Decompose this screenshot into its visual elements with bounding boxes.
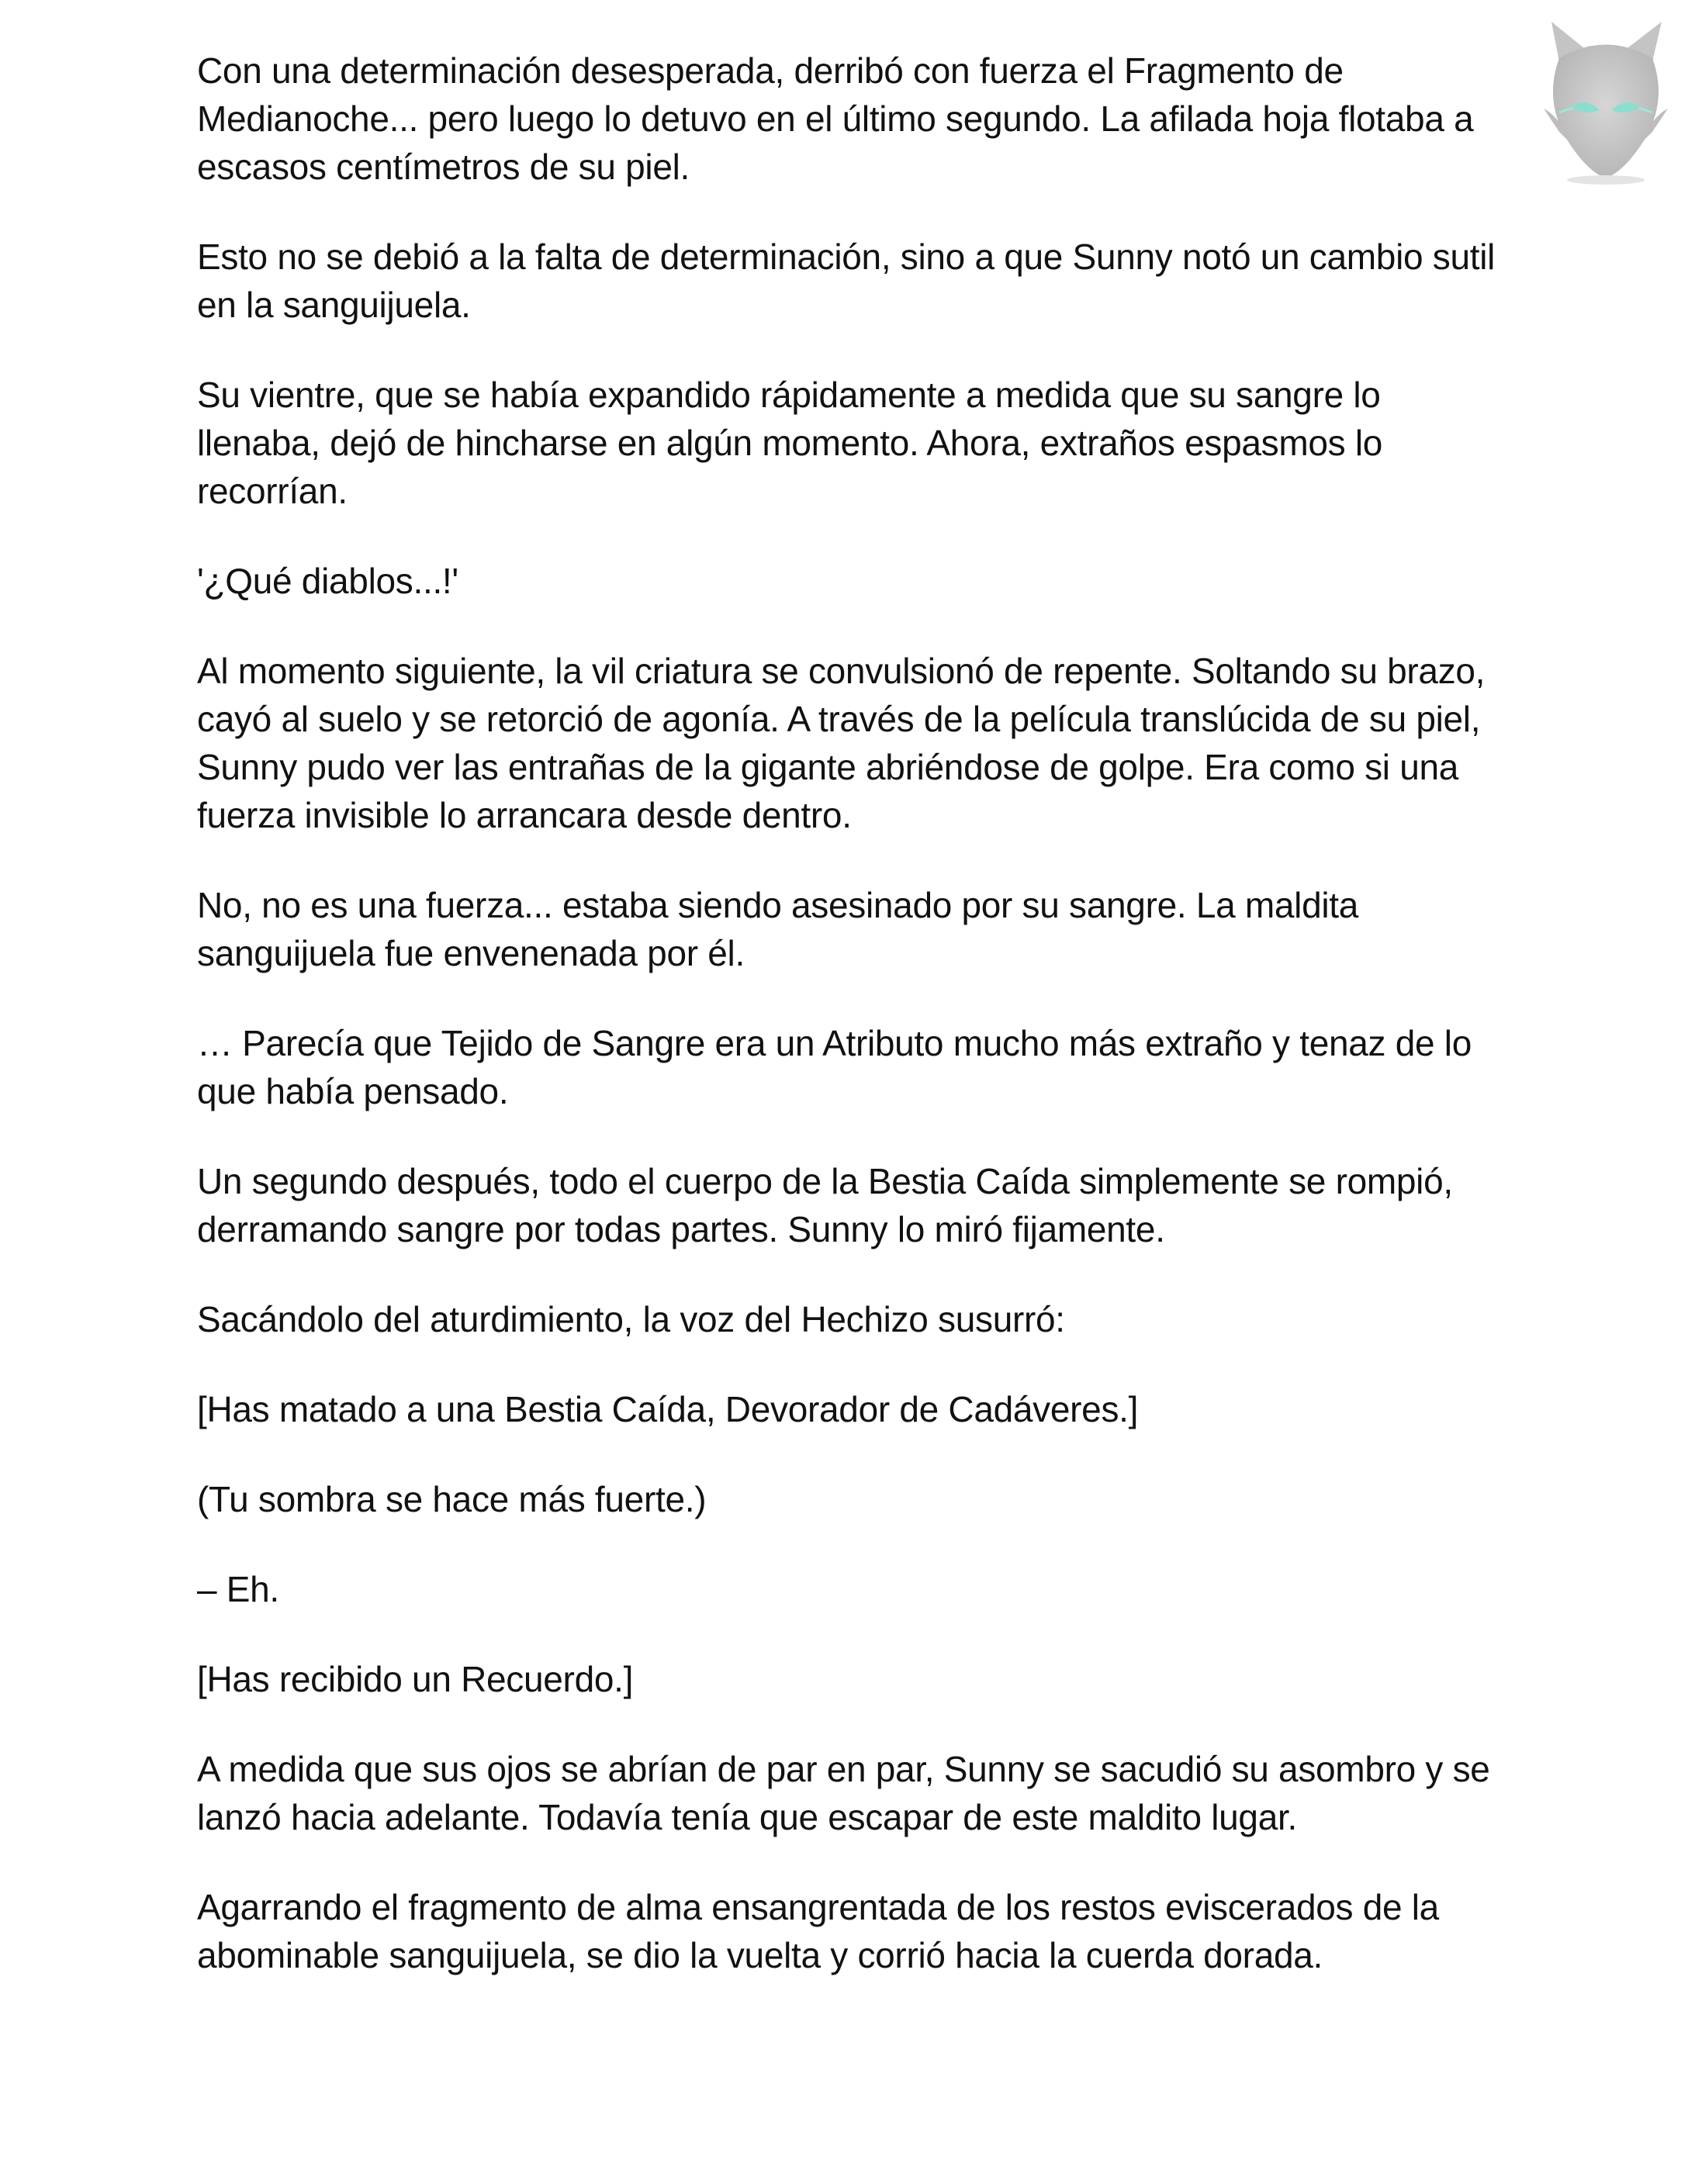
paragraph-3: Su vientre, que se había expandido rápidamente a medida que su sangre lo llenaba, dejó de hincharse en algún momento. Ahora, extraños espasmos lo recorrían. — [197, 375, 1383, 511]
paragraph-15: Agarrando el fragmento de alma ensangrentada de los restos eviscerados de la abominable sanguijuela, se dio la vuelta y corrió hacia la cuerda dorada. — [197, 1887, 1439, 1975]
paragraph-4: '¿Qué diablos...!' — [197, 561, 458, 601]
paragraph-9: Sacándolo del aturdimiento, la voz del Hechizo susurró: — [197, 1299, 1065, 1339]
paragraph-6: No, no es una fuerza... estaba siendo asesinado por su sangre. La maldita sanguijuela fue envenenada por él. — [197, 885, 1359, 973]
paragraph-2: Esto no se debió a la falta de determinación, sino a que Sunny notó un cambio sutil en la sanguijuela. — [197, 237, 1496, 325]
paragraph-8: Un segundo después, todo el cuerpo de la Bestia Caída simplemente se rompió, derramando sangre por todas partes. Sunny lo miró fijamente. — [197, 1161, 1453, 1249]
paragraph-12: – Eh. — [197, 1569, 279, 1609]
paragraph-10: [Has matado a una Bestia Caída, Devorador de Cadáveres.] — [197, 1389, 1139, 1429]
paragraph-1: Con una determinación desesperada, derribó con fuerza el Fragmento de Medianoche... pero luego lo detuvo en el último segundo. La afilada hoja flotaba a escasos centímetros de su piel. — [197, 50, 1474, 187]
document-body — [197, 47, 1500, 2021]
paragraph-11: (Tu sombra se hace más fuerte.) — [197, 1479, 707, 1519]
paragraph-13: [Has recibido un Recuerdo.] — [197, 1659, 634, 1699]
demon-head-logo-icon — [1528, 16, 1683, 186]
paragraph-7: … Parecía que Tejido de Sangre era un Atributo mucho más extraño y tenaz de lo que había pensado. — [197, 1023, 1472, 1111]
paragraph-14: A medida que sus ojos se abrían de par en par, Sunny se sacudió su asombro y se lanzó hacia adelante. Todavía tenía que escapar de este maldito lugar. — [197, 1749, 1490, 1837]
paragraph-5: Al momento siguiente, la vil criatura se convulsionó de repente. Soltando su brazo, cayó al suelo y se retorció de agonía. A través de la película translúcida de su piel, Sunny pudo ver las entrañas de la gigante abriéndose de golpe. Era como si una fuerza invisible lo arrancara desde dentro. — [197, 651, 1486, 835]
